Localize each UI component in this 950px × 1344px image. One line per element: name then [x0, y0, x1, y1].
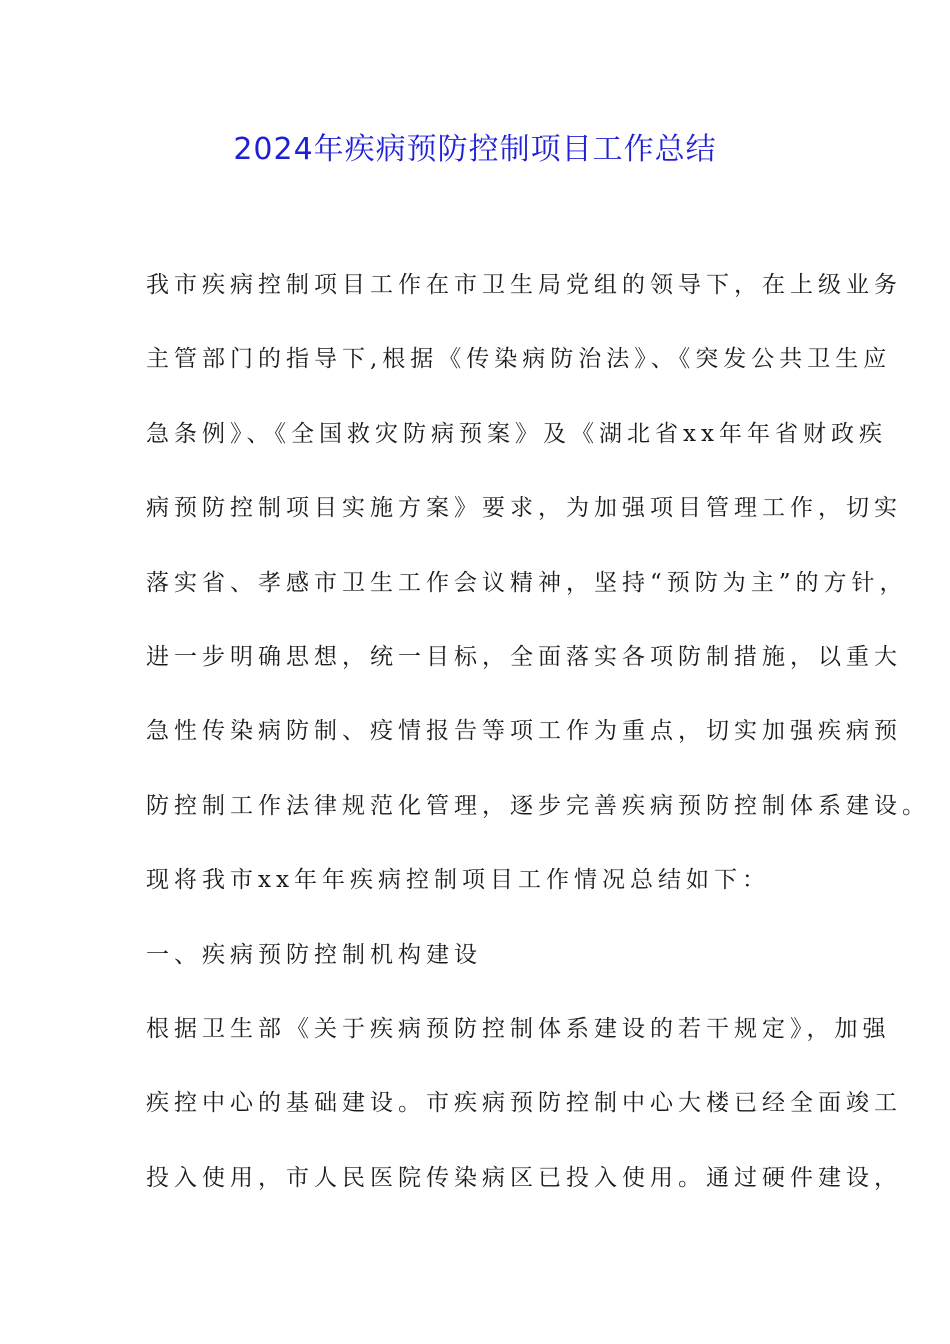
body-line-3: 急条例》、《全国救灾防病预案》及《湖北省xx年年省财政疾 — [146, 420, 887, 447]
body-line-5: 落实省、孝感市卫生工作会议精神，坚持“预防为主”的方针， — [146, 569, 908, 596]
document-title: 2024年疾病预防控制项目工作总结 — [233, 132, 717, 167]
body-line-2: 主管部门的指导下,根据《传染病防治法》、《突发公共卫生应 — [146, 346, 892, 373]
body-line-4: 病预防控制项目实施方案》要求，为加强项目管理工作，切实 — [146, 495, 902, 522]
body-line-1: 我市疾病控制项目工作在市卫生局党组的领导下，在上级业务 — [146, 272, 902, 298]
section-heading-1: 一、疾病预防控制机构建设 — [146, 941, 482, 968]
body-line-13: 投入使用，市人民医院传染病区已投入使用。通过硬件建设， — [146, 1164, 902, 1191]
body-line-9: 现将我市xx年年疾病控制项目工作情况总结如下： — [146, 867, 770, 894]
body-line-7: 急性传染病防制、疫情报告等项工作为重点，切实加强疾病预 — [146, 718, 902, 745]
body-line-8: 防控制工作法律规范化管理，逐步完善疾病预防控制体系建设。 — [146, 792, 930, 819]
body-line-11: 根据卫生部《关于疾病预防控制体系建设的若干规定》，加强 — [146, 1015, 891, 1042]
body-line-6: 进一步明确思想，统一目标，全面落实各项防制措施，以重大 — [146, 643, 902, 670]
document-body — [146, 262, 930, 1229]
body-line-12: 疾控中心的基础建设。市疾病预防控制中心大楼已经全面竣工 — [146, 1090, 902, 1117]
